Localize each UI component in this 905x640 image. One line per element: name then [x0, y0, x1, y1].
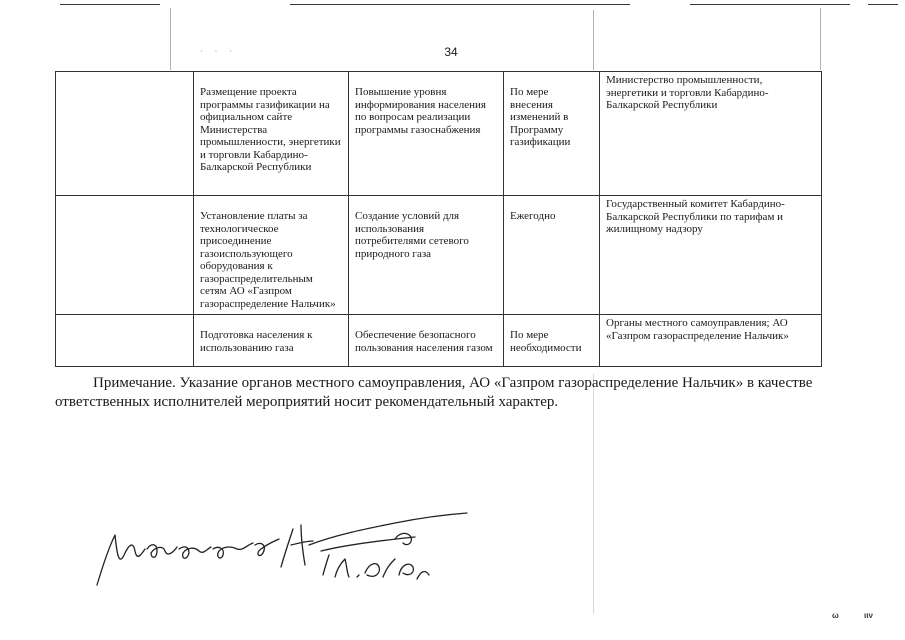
handwritten-signature [95, 505, 495, 600]
deadline-cell: По мере внесения изменений в Программу газификации [504, 72, 600, 196]
page-number: 34 [444, 45, 458, 59]
scan-specks: · · · [200, 47, 237, 56]
table-row [56, 72, 822, 196]
note-paragraph: Примечание. Указание органов местного самоуправления, АО «Газпром газораспределение Нальчик» в качестве ответственных исполнителей мероприятий носит рекомендательный характер. [55, 375, 813, 410]
deadline-cell: По мере необходимости [504, 315, 600, 367]
row-number-cell [56, 72, 194, 196]
top-rule-center [290, 4, 630, 5]
responsible-cell: Органы местного самоуправления; АО «Газпром газораспределение Нальчик» [600, 315, 822, 367]
top-rule-far-right [868, 4, 898, 5]
fold-line-center [593, 10, 594, 70]
fold-line-right [820, 8, 821, 70]
activity-cell: Размещение проекта программы газификации на официальном сайте Министерства промышленности, энергетики и торговли Кабардино-Балкарской Республики [194, 72, 349, 196]
measures-table [55, 71, 822, 367]
goal-cell: Создание условий для использования потребителями сетевого природного газа [349, 196, 504, 315]
goal-cell: Повышение уровня информирования населения по вопросам реализации программы газоснабжения [349, 72, 504, 196]
responsible-cell: Государственный комитет Кабардино-Балкарской Республики по тарифам и жилищному надзору [600, 196, 822, 315]
table-row [56, 196, 822, 315]
activity-cell: Подготовка населения к использованию газа [194, 315, 349, 367]
fold-line-left [170, 8, 171, 70]
deadline-cell: Ежегодно [504, 196, 600, 315]
row-number-cell [56, 315, 194, 367]
activity-cell: Установление платы за технологическое присоединение газоиспользующего оборудования к газораспределительным сетям АО «Газпром газораспределение Нальчик» [194, 196, 349, 315]
row-number-cell [56, 196, 194, 315]
top-rule-left [60, 4, 160, 5]
top-rule-right [690, 4, 850, 5]
table-row [56, 315, 822, 367]
goal-cell: Обеспечение безопасного пользования населения газом [349, 315, 504, 367]
corner-mark-right: ιιν [864, 611, 873, 620]
responsible-cell: Министерство промышленности, энергетики и торговли Кабардино-Балкарской Республики [600, 72, 822, 196]
corner-mark-left: ω [832, 611, 839, 620]
